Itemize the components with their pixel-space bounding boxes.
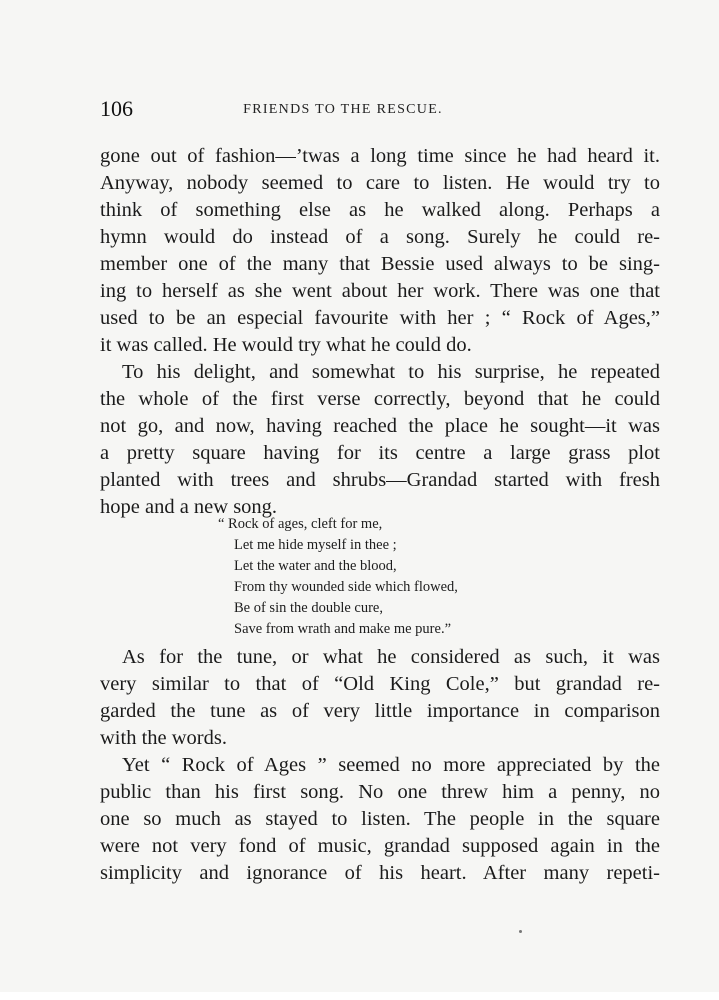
running-head — [100, 97, 660, 121]
text-line: it was called. He would try what he could do. — [100, 334, 472, 356]
text-line: hymn would do instead of a song. Surely he could re- — [100, 226, 660, 248]
text-line: ing to herself as she went about her work. There was one that — [100, 280, 660, 302]
text-line: very similar to that of “Old King Cole,” but grandad re- — [100, 673, 660, 695]
text-line: one so much as stayed to listen. The people in the square — [100, 808, 660, 830]
text-line: with the words. — [100, 727, 227, 749]
text-line: planted with trees and shrubs—Grandad started with fresh — [100, 469, 660, 491]
poem-line: Let the water and the blood, — [234, 558, 397, 574]
text-line: a pretty square having for its centre a large grass plot — [100, 442, 660, 464]
text-line: member one of the many that Bessie used always to be sing- — [100, 253, 660, 275]
text-line: Yet “ Rock of Ages ” seemed no more appreciated by the — [122, 754, 660, 776]
page-number: 106 — [100, 96, 133, 121]
running-title: FRIENDS TO THE RESCUE. — [243, 102, 443, 117]
text-line: garded the tune as of very little importance in comparison — [100, 700, 660, 722]
poem-line: From thy wounded side which flowed, — [234, 579, 458, 595]
poem-line: Save from wrath and make me pure.” — [234, 621, 452, 637]
text-line: not go, and now, having reached the place he sought—it was — [100, 415, 660, 437]
text-line: used to be an especial favourite with her ; “ Rock of Ages,” — [100, 307, 660, 329]
text-line: To his delight, and somewhat to his surprise, he repeated — [122, 361, 660, 383]
text-line: the whole of the first verse correctly, beyond that he could — [100, 388, 660, 410]
text-line: simplicity and ignorance of his heart. After many repeti- — [100, 862, 660, 884]
poem-line: Let me hide myself in thee ; — [234, 537, 397, 553]
text-line: public than his first song. No one threw him a penny, no — [100, 781, 660, 803]
poem-line: Be of sin the double cure, — [234, 600, 383, 616]
text-line: hope and a new song. — [100, 496, 278, 518]
text-line: think of something else as he walked along. Perhaps a — [100, 199, 660, 221]
text-line: Anyway, nobody seemed to care to listen. He would try to — [100, 172, 660, 194]
text-line: As for the tune, or what he considered as such, it was — [122, 646, 660, 668]
text-line: gone out of fashion—’twas a long time since he had heard it. — [100, 145, 660, 167]
text-line: were not very fond of music, grandad supposed again in the — [100, 835, 660, 857]
paper-speck — [519, 930, 522, 933]
poem-line: “ Rock of ages, cleft for me, — [218, 516, 383, 532]
